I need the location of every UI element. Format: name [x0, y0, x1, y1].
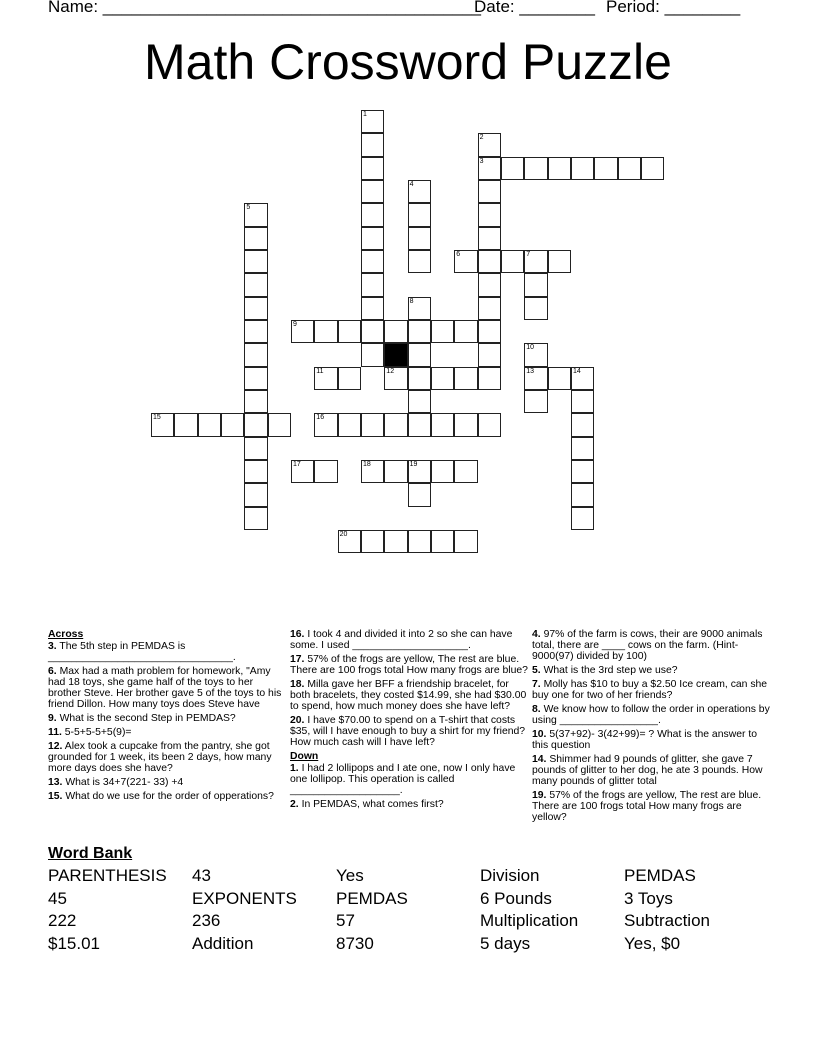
clue-number: 17.	[290, 654, 305, 665]
grid-cell[interactable]	[478, 413, 501, 436]
grid-cell[interactable]	[244, 320, 267, 343]
grid-cell[interactable]	[361, 343, 384, 366]
grid-cell[interactable]	[571, 390, 594, 413]
grid-cell[interactable]	[478, 273, 501, 296]
grid-cell[interactable]	[408, 250, 431, 273]
clue-number: 16.	[290, 629, 305, 640]
grid-cell[interactable]	[244, 413, 267, 436]
clue-text: 57% of the frogs are yellow, The rest are blue. There are 100 frogs total How many frogs are blue?	[290, 654, 528, 676]
clue-number: 10.	[532, 729, 547, 740]
word-bank-item: 236	[192, 911, 221, 930]
grid-cell[interactable]	[384, 367, 407, 390]
clue-number: 2.	[290, 799, 299, 810]
grid-cell[interactable]	[268, 413, 291, 436]
word-bank-item: Addition	[192, 934, 254, 953]
grid-cell[interactable]	[361, 297, 384, 320]
grid-cell[interactable]	[244, 367, 267, 390]
down-clue	[290, 799, 528, 810]
grid-cell[interactable]	[524, 343, 547, 366]
cell-number: 16	[316, 414, 325, 422]
grid-cell[interactable]	[361, 133, 384, 156]
grid-cell[interactable]	[408, 413, 431, 436]
grid-cell[interactable]	[361, 157, 384, 180]
word-bank-item: 6 Pounds	[480, 889, 552, 908]
clue-text: What is the 3rd step we use?	[543, 665, 678, 676]
cell-number: 10	[526, 344, 535, 352]
word-bank-item: Yes, $0	[624, 934, 681, 953]
grid-cell[interactable]	[408, 367, 431, 390]
grid-cell[interactable]	[244, 483, 267, 506]
grid-cell[interactable]	[478, 297, 501, 320]
word-bank-item: $15.01	[48, 934, 100, 953]
grid-cell[interactable]	[244, 507, 267, 530]
across-clue	[290, 715, 528, 748]
grid-cell[interactable]	[198, 413, 221, 436]
grid-cell[interactable]	[361, 203, 384, 226]
grid-cell[interactable]	[361, 110, 384, 133]
down-clue	[532, 754, 770, 787]
clue-text: Molly has $10 to buy a $2.50 Ice cream, can she buy one for two of her friends?	[532, 679, 768, 701]
grid-cell[interactable]	[454, 367, 477, 390]
word-bank-item: Subtraction	[624, 911, 710, 930]
across-clue	[48, 666, 286, 710]
grid-cell[interactable]	[361, 460, 384, 483]
grid-cell[interactable]	[478, 367, 501, 390]
clue-text: I have $70.00 to spend on a T-shirt that costs $35, will I have enough to buy a shirt for my friend? How much cash will I have left?	[290, 715, 526, 748]
word-bank-item: PEMDAS	[624, 866, 696, 885]
clue-number: 20.	[290, 715, 305, 726]
grid-cell[interactable]	[361, 227, 384, 250]
clue-number: 7.	[532, 679, 541, 690]
grid-cell[interactable]	[408, 320, 431, 343]
grid-cell[interactable]	[478, 227, 501, 250]
grid-cell[interactable]	[244, 343, 267, 366]
grid-cell[interactable]	[478, 157, 501, 180]
grid-cell[interactable]	[454, 413, 477, 436]
word-bank-item: PEMDAS	[336, 889, 408, 908]
grid-cell[interactable]	[478, 133, 501, 156]
grid-cell[interactable]	[361, 413, 384, 436]
clue-text: Alex took a cupcake from the pantry, she got grounded for 1 week, its been 2 days, how many more days does she have?	[48, 741, 272, 774]
grid-cell[interactable]	[408, 460, 431, 483]
clues-column-1	[48, 629, 286, 805]
word-bank-item: 43	[192, 866, 211, 885]
grid-cell[interactable]	[548, 250, 571, 273]
grid-cell[interactable]	[408, 343, 431, 366]
clue-number: 1.	[290, 763, 299, 774]
grid-cell[interactable]	[361, 250, 384, 273]
cell-number: 8	[409, 297, 414, 305]
word-bank-item: Yes	[336, 866, 364, 885]
grid-cell[interactable]	[454, 460, 477, 483]
grid-cell[interactable]	[384, 530, 407, 553]
grid-cell[interactable]	[174, 413, 197, 436]
across-clue	[290, 629, 528, 651]
grid-cell[interactable]	[478, 343, 501, 366]
grid-cell[interactable]	[408, 227, 431, 250]
word-bank-item: Division	[480, 866, 540, 885]
grid-cell[interactable]	[384, 413, 407, 436]
clue-number: 18.	[290, 679, 305, 690]
clues-column-3	[532, 629, 770, 826]
clue-text: I had 2 lollipops and I ate one, now I only have one lollipop. This operation is called ___________________.	[290, 763, 516, 796]
clue-number: 13.	[48, 777, 63, 788]
clue-number: 8.	[532, 704, 541, 715]
grid-cell[interactable]	[338, 530, 361, 553]
grid-cell[interactable]	[524, 390, 547, 413]
grid-cell[interactable]	[314, 367, 337, 390]
clue-number: 3.	[48, 641, 57, 652]
cell-number: 20	[339, 530, 348, 538]
grid-cell[interactable]	[338, 367, 361, 390]
grid-cell[interactable]	[524, 250, 547, 273]
grid-cell[interactable]	[244, 297, 267, 320]
grid-cell[interactable]	[244, 250, 267, 273]
word-bank-item: EXPONENTS	[192, 889, 297, 908]
clue-text: 5-5+5-5+5(9)=	[64, 727, 132, 738]
down-heading: Down	[290, 751, 319, 762]
across-clue	[48, 641, 286, 663]
grid-cell[interactable]	[408, 297, 431, 320]
down-clue	[290, 763, 528, 796]
word-bank-item: 45	[48, 889, 67, 908]
word-bank-item: 57	[336, 911, 355, 930]
clue-text: Milla gave her BFF a friendship bracelet, for both bracelets, they costed $14.99, she had $30.00 to spend, how much money does she have left?	[290, 679, 527, 712]
word-bank-item: 3 Toys	[624, 889, 673, 908]
grid-cell[interactable]	[478, 320, 501, 343]
clue-text: We know how to follow the order in operations by using _________________.	[532, 704, 770, 726]
word-bank-item: 8730	[336, 934, 374, 953]
across-clue	[48, 777, 286, 788]
grid-cell[interactable]	[384, 460, 407, 483]
grid-cell[interactable]	[408, 203, 431, 226]
down-clue	[532, 665, 770, 676]
grid-cell[interactable]	[244, 203, 267, 226]
clue-number: 4.	[532, 629, 541, 640]
clue-text: What do we use for the order of opperations?	[65, 791, 274, 802]
clue-text: Max had a math problem for homework, "Amy had 18 toys, she game half of the toys to her brother Steve. Her brother gave 5 of the toys to his friend Dillon. How many toys does Steve have	[48, 666, 282, 710]
grid-cell[interactable]	[548, 157, 571, 180]
clue-text: Shimmer had 9 pounds of glitter, she gave 7 pounds of glitter to her dog, he ate 3 pounds. How many pounds of glitter total	[532, 754, 763, 787]
grid-cell[interactable]	[361, 180, 384, 203]
grid-cell[interactable]	[384, 320, 407, 343]
clue-text: I took 4 and divided it into 2 so she can have some. I used ____________________.	[290, 629, 513, 651]
clue-text: What is 34+7(221- 33) +4	[65, 777, 184, 788]
grid-cell[interactable]	[571, 413, 594, 436]
cell-number: 12	[386, 367, 395, 375]
grid-cell[interactable]	[431, 367, 454, 390]
grid-cell[interactable]	[524, 297, 547, 320]
grid-cell[interactable]	[431, 460, 454, 483]
grid-cell[interactable]	[221, 413, 244, 436]
page-title: Math Crossword Puzzle	[144, 34, 672, 90]
clue-text: In PEMDAS, what comes first?	[301, 799, 444, 810]
word-bank-title: Word Bank	[48, 845, 133, 862]
grid-cell[interactable]	[431, 530, 454, 553]
down-clue	[532, 790, 770, 823]
grid-cell[interactable]	[524, 157, 547, 180]
clue-number: 11.	[48, 727, 62, 738]
grid-cell[interactable]	[361, 273, 384, 296]
cell-number: 3	[479, 157, 484, 165]
grid-cell[interactable]	[571, 483, 594, 506]
down-clue	[532, 729, 770, 751]
down-clue	[532, 629, 770, 662]
grid-cell[interactable]	[408, 390, 431, 413]
clue-number: 9.	[48, 713, 57, 724]
grid-cell[interactable]	[291, 460, 314, 483]
grid-cell[interactable]	[361, 320, 384, 343]
grid-cell[interactable]	[408, 530, 431, 553]
down-clue	[532, 679, 770, 701]
grid-cell[interactable]	[431, 413, 454, 436]
clue-number: 19.	[532, 790, 547, 801]
cell-number: 7	[526, 250, 531, 258]
clue-text: What is the second Step in PEMDAS?	[59, 713, 236, 724]
cell-number: 1	[362, 111, 367, 118]
grid-cell[interactable]	[408, 483, 431, 506]
grid-cell[interactable]	[338, 320, 361, 343]
period-field[interactable]: Period: ________	[606, 0, 741, 16]
grid-cell[interactable]	[314, 413, 337, 436]
clue-number: 14.	[532, 754, 547, 765]
grid-cell[interactable]	[454, 320, 477, 343]
grid-cell[interactable]	[361, 530, 384, 553]
across-clue	[48, 791, 286, 802]
grid-cell[interactable]	[244, 227, 267, 250]
word-bank-item: 5 days	[480, 934, 531, 953]
cell-number: 18	[362, 460, 371, 468]
grid-cell[interactable]	[524, 367, 547, 390]
clues-column-2	[290, 629, 528, 813]
clue-number: 15.	[48, 791, 63, 802]
cell-number: 11	[316, 367, 324, 375]
grid-cell[interactable]	[244, 460, 267, 483]
cell-number: 19	[409, 460, 418, 468]
name-field[interactable]: Name: ________________________________________	[48, 0, 481, 16]
word-bank-item: Multiplication	[480, 911, 579, 930]
clue-text: 5(37+92)- 3(42+99)= ? What is the answer to this question	[532, 729, 757, 751]
grid-cell[interactable]	[431, 320, 454, 343]
grid-cell[interactable]	[618, 157, 641, 180]
grid-cell[interactable]	[571, 437, 594, 460]
cell-number: 6	[456, 250, 461, 258]
cell-number: 9	[292, 320, 297, 328]
grid-cell[interactable]	[571, 460, 594, 483]
clue-text: 57% of the frogs are yellow, The rest are blue. There are 100 frogs total How many frogs are yellow?	[532, 790, 762, 823]
clue-number: 5.	[532, 665, 541, 676]
grid-cell[interactable]	[244, 273, 267, 296]
across-clue	[290, 654, 528, 676]
grid-cell[interactable]	[244, 390, 267, 413]
across-clue	[48, 727, 286, 738]
grid-cell[interactable]	[478, 203, 501, 226]
cell-number: 13	[526, 367, 535, 375]
grid-cell[interactable]	[291, 320, 314, 343]
grid-cell[interactable]	[454, 530, 477, 553]
grid-cell[interactable]	[501, 250, 524, 273]
grid-cell[interactable]	[501, 157, 524, 180]
word-bank-item: PARENTHESIS	[48, 866, 167, 885]
cell-number: 14	[572, 367, 581, 375]
grid-cell[interactable]	[408, 180, 431, 203]
cell-number: 4	[409, 180, 414, 188]
word-bank-item: 222	[48, 911, 77, 930]
down-clue	[532, 704, 770, 726]
date-field[interactable]: Date: ________	[474, 0, 595, 16]
grid-cell[interactable]	[571, 507, 594, 530]
cell-number: 15	[153, 414, 161, 422]
grid-cell[interactable]	[524, 273, 547, 296]
across-clue	[48, 713, 286, 724]
across-clue	[290, 679, 528, 712]
grid-cell[interactable]	[571, 157, 594, 180]
clue-text: 97% of the farm is cows, their are 9000 animals total, there are ____ cows on the farm. (Hint- 9000(97) divided by 100)	[532, 629, 763, 662]
grid-cell[interactable]	[338, 413, 361, 436]
cell-number: 2	[479, 134, 484, 142]
across-clue	[48, 741, 286, 774]
across-heading: Across	[48, 629, 84, 640]
grid-cell[interactable]	[594, 157, 617, 180]
grid-cell[interactable]	[478, 180, 501, 203]
grid-cell[interactable]	[571, 367, 594, 390]
black-cell	[384, 343, 407, 366]
clue-text: The 5th step in PEMDAS is ________________________________.	[48, 641, 236, 663]
cell-number: 5	[246, 204, 251, 212]
grid-cell[interactable]	[314, 320, 337, 343]
grid-cell[interactable]	[244, 437, 267, 460]
grid-cell[interactable]	[454, 250, 477, 273]
grid-cell[interactable]	[314, 460, 337, 483]
cell-number: 17	[292, 460, 301, 468]
grid-cell[interactable]	[478, 250, 501, 273]
clue-number: 12.	[48, 741, 63, 752]
clue-number: 6.	[48, 666, 57, 677]
grid-cell[interactable]	[641, 157, 664, 180]
grid-cell[interactable]	[151, 413, 174, 436]
grid-cell[interactable]	[548, 367, 571, 390]
